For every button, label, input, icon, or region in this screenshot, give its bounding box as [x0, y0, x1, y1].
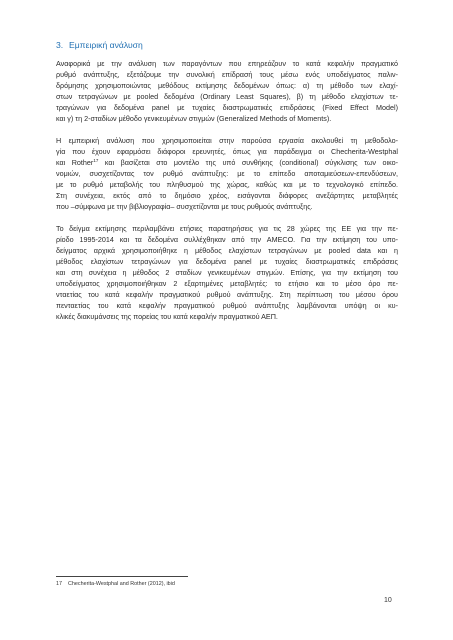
text-line: υποδείγματος χρησιμοποιήθηκαν 2 εξαρτημένες μεταβλητές: το ετήσιο και το μέσο όρο πε- [56, 279, 398, 288]
footnote [56, 581, 175, 587]
text-line: και γ) τη 2-σταδίων μέθοδο γενικευμένων στιγμών (Generalized Methods of Moments). [56, 114, 332, 123]
footnote-number: 17 [56, 581, 62, 587]
text-line: μέθοδος ελαχίστων τετραγώνων για δεδομένα panel με τυχαίες διαστρωματικές επιδράσεις [56, 257, 398, 266]
page-number: 10 [384, 597, 392, 604]
text-line-with-footnote [56, 157, 398, 168]
text-line: Στη συνέχεια, εκτός από το δημόσιο χρέος, εισάγονται διάφορες ανεξάρτητες μεταβλητές [56, 191, 398, 200]
paragraph-3 [56, 223, 398, 322]
text-line: νομιών, συσχετίζοντας τον ρυθμό ανάπτυξης: με το επίπεδο αποταμιεύσεων-επενδύσεων, [56, 169, 398, 178]
footnote-divider [56, 576, 188, 577]
text-line: Αναφορικά με την ανάλυση των παραγόντων που επηρεάζουν το κατά κεφαλήν πραγματικό [56, 59, 398, 68]
text-line: τραγώνων για δεδομένα panel με τυχαίες διαστρωματικές επιδράσεις (Fixed Effect Model) [56, 103, 398, 112]
text-line: κλικές διακυμάνσεις της πορείας του κατά κεφαλήν πραγματικού ΑΕΠ. [56, 312, 278, 321]
text-line: Το δείγμα εκτίμησης περιλαμβάνει ετήσιες παρατηρήσεις για τις 28 χώρες της ΕΕ για την πε- [56, 224, 398, 233]
text-line: που –σύμφωνα με την βιβλιογραφία– συσχετίζονται με τους ρυθμούς ανάπτυξης. [56, 202, 313, 211]
text-line: Η εμπειρική ανάλυση που χρησιμοποιείται στην παρούσα εργασία ακολουθεί τη μεθοδολο- [56, 136, 398, 145]
text-line: νταετίας του κατά κεφαλήν πραγματικού ρυθμού ανάπτυξης. Στη περίπτωση του μέσου όρου [56, 290, 398, 299]
text-line: πενταετίας του κατά κεφαλήν πραγματικού ρυθμού ανάπτυξης λαμβάνονται υπόψη οι κυ- [56, 301, 398, 310]
text-fragment: και Rother [56, 158, 94, 167]
section-heading [56, 40, 143, 50]
text-fragment: και βασίζεται στο μοντέλο της υπό συνθήκης (conditional) σύγκλισης των οικο- [104, 158, 399, 167]
paragraph-2 [56, 135, 398, 212]
text-line: και στη συνέχεια η μέθοδος 2 σταδίων γενικευμένων στιγμών. Επίσης, για την εκτίμηση του [56, 268, 398, 277]
text-line: με το ρυθμό μεταβολής του πληθυσμού της χώρας, καθώς και με το τεχνολογικό επίπεδο. [56, 180, 398, 189]
paragraph-1 [56, 58, 398, 124]
section-title: Εμπειρική ανάλυση [69, 40, 143, 50]
footnote-text: Checherita-Westphal and Rother (2012), ibid [68, 581, 175, 587]
text-line: δρόμησης χρησιμοποιώντας μεθόδους εκτίμησης δεδομένων όπως: α) τη μέθοδο των ελαχί- [56, 81, 398, 90]
footnote-reference[interactable]: 17 [93, 158, 99, 163]
text-line: στων τετραγώνων με pooled δεδομένα (Ordinary Least Squares), β) τη μέθοδο ελαχίστων τε- [56, 92, 398, 101]
section-number: 3. [56, 40, 64, 50]
text-line: ρίοδο 1995-2014 και τα δεδομένα συλλέχθηκαν από την AMECO. Για την εκτίμηση του υπο- [56, 235, 398, 244]
text-line: ρυθμό ανάπτυξης, εξετάζουμε την συνολική επίδρασή τους μέσω ενός υποδείγματος παλιν- [56, 70, 398, 79]
text-line: γία που έχουν εφαρμόσει διάφοροι ερευνητές, όπως για παράδειγμα οι Checherita-Westphal [56, 147, 398, 156]
text-line: δείγματος αρχικά χρησιμοποιήθηκε η μέθοδος ελαχίστων τετραγώνων με pooled data και η [56, 246, 398, 255]
